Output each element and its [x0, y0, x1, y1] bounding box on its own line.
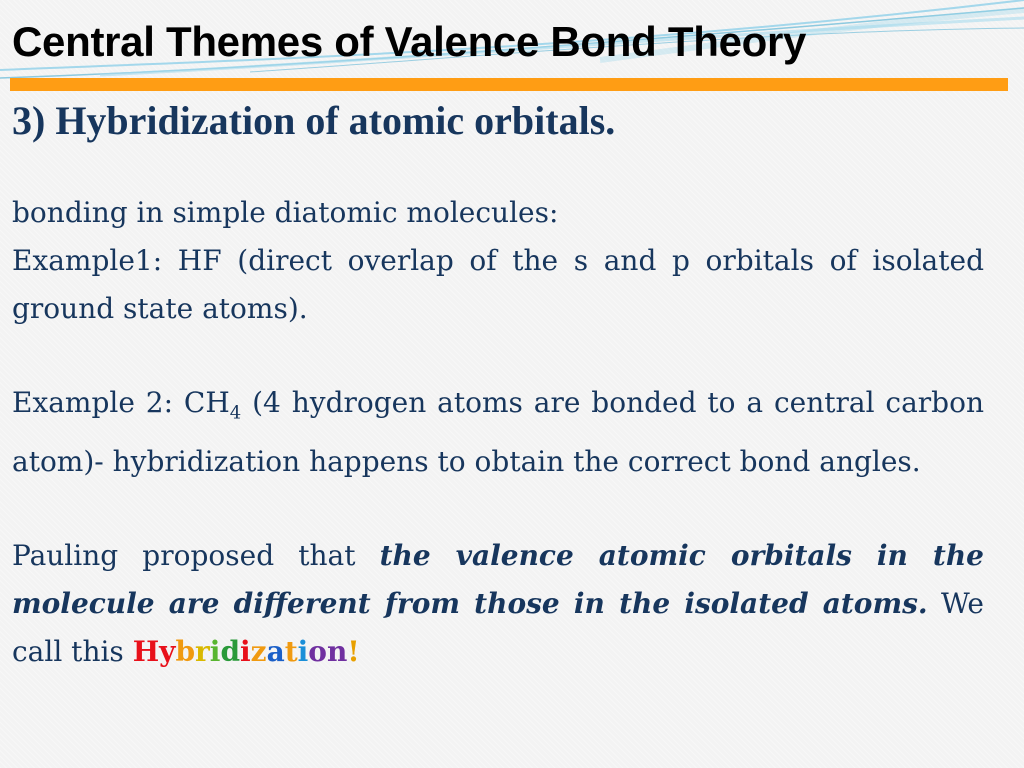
hybridization-letter: i: [240, 634, 251, 668]
exclamation-mark: !: [347, 634, 360, 668]
hybridization-letter: b: [175, 634, 196, 668]
example-2-suffix: (4 hydrogen atoms are bonded to a central carbon atom)- hybridization happens to obtain the correct bond angles.: [12, 386, 984, 478]
pauling-middle: We call this: [12, 586, 985, 668]
title-underline-bar: [10, 78, 1008, 91]
hybridization-word: [133, 635, 348, 668]
hybridization-letter: i: [297, 634, 309, 668]
hybridization-letter: a: [266, 634, 285, 668]
hybridization-letter: o: [308, 634, 327, 668]
hybridization-letter: n: [326, 634, 348, 668]
example-2-prefix: Example 2: CH: [12, 386, 230, 419]
hybridization-letter: y: [159, 634, 176, 668]
section-heading: 3) Hybridization of atomic orbitals.: [12, 98, 616, 143]
pauling-emphasis: the valence atomic orbitals in the molecule are different from those in the isolated atoms.: [12, 538, 984, 620]
hybridization-letter: z: [250, 634, 267, 668]
hybridization-letter: d: [220, 634, 241, 668]
intro-and-example-1: [12, 189, 984, 333]
pauling-paragraph: [12, 532, 984, 676]
hybridization-letter: H: [132, 634, 160, 668]
example-2-subscript: 4: [229, 402, 242, 424]
hybridization-letter: i: [209, 634, 221, 668]
hybridization-letter: r: [195, 634, 210, 668]
slide-content: [12, 95, 984, 676]
hybridization-letter: t: [284, 634, 298, 668]
example-1-text: Example1: HF (direct overlap of the s and p orbitals of isolated ground state atoms).: [12, 244, 984, 325]
intro-text: bonding in simple diatomic molecules:: [12, 196, 559, 229]
example-2-paragraph: [12, 379, 984, 486]
pauling-prefix: Pauling proposed that: [12, 538, 380, 572]
slide-title: Central Themes of Valence Bond Theory: [12, 18, 807, 65]
